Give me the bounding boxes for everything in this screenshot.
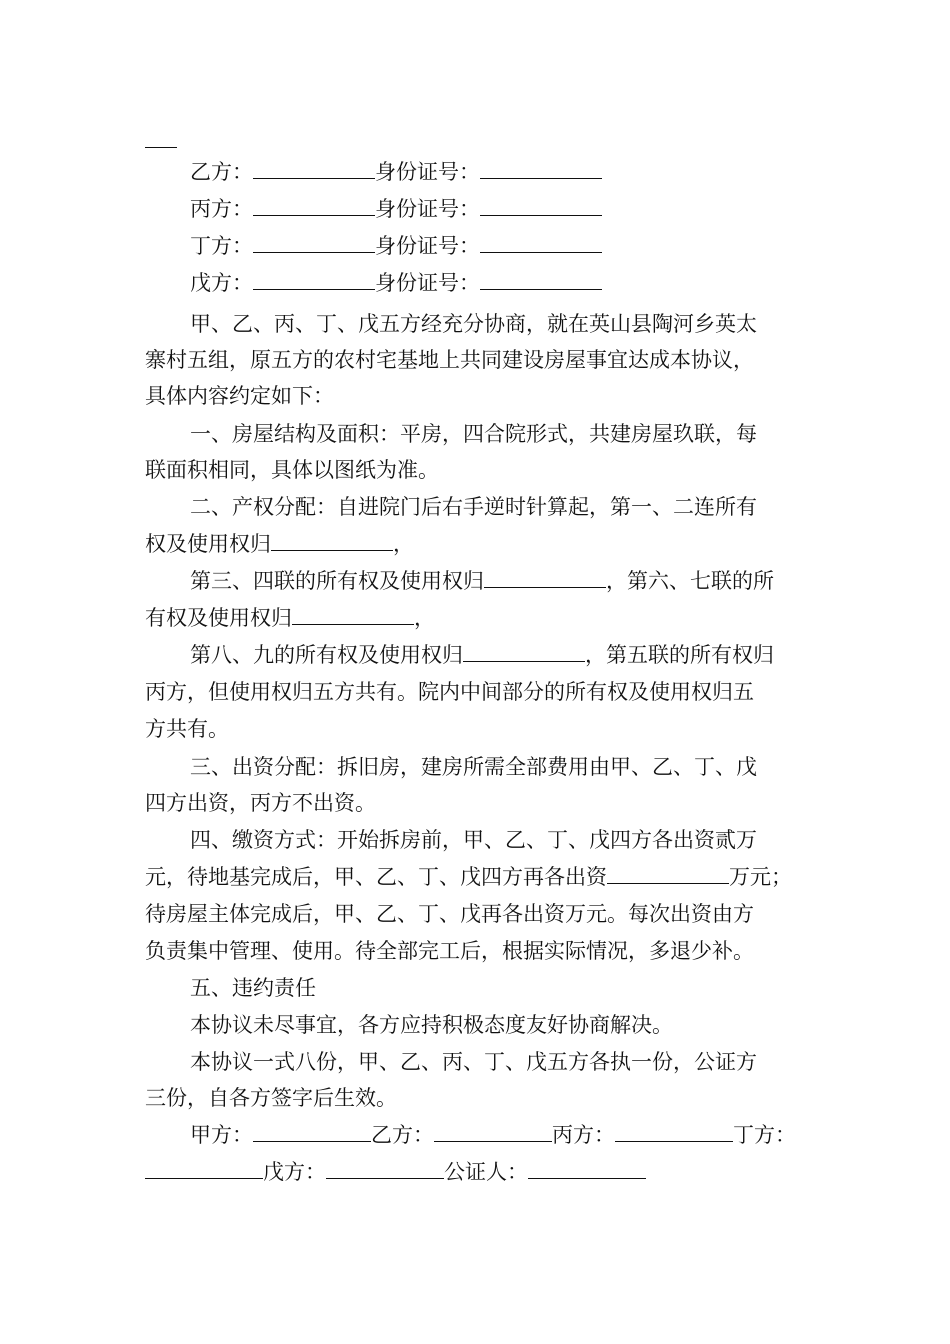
signature-blank xyxy=(145,1158,263,1179)
section2b-line-2: 有权及使用权归 ， xyxy=(145,606,435,630)
signature-blank xyxy=(434,1121,552,1142)
owner-blank xyxy=(292,604,414,625)
section4-line-1: 四、缴资方式：开始拆房前，甲、乙、丁、戊四方各出资贰万 xyxy=(190,828,757,852)
intro-line-1: 甲、乙、丙、丁、戊五方经充分协商，就在英山县陶河乡英太 xyxy=(190,312,757,336)
intro-line-2: 寨村五组，原五方的农村宅基地上共同建设房屋事宜达成本协议， xyxy=(145,348,754,372)
section4-line-3: 待房屋主体完成后，甲、乙、丁、戊再各出资万元。每次出资由方 xyxy=(145,902,754,926)
id-blank xyxy=(480,232,602,253)
owner-blank xyxy=(484,567,606,588)
section5-heading: 五、违约责任 xyxy=(190,976,316,1000)
id-blank xyxy=(480,269,602,290)
signature-blank xyxy=(253,1121,371,1142)
clause-copies-line-1: 本协议一式八份，甲、乙、丙、丁、戊五方各执一份，公证方 xyxy=(190,1050,757,1074)
owner-blank xyxy=(463,641,585,662)
name-blank xyxy=(253,158,375,179)
signature-blank xyxy=(528,1158,646,1179)
section2-line-1: 二、产权分配：自进院门后右手逆时针算起，第一、二连所有 xyxy=(190,495,757,519)
section1-line-1: 一、房屋结构及面积：平房，四合院形式，共建房屋玖联，每 xyxy=(190,422,757,446)
signature-blank xyxy=(615,1121,733,1142)
signature-line-2: 戊方： 公证人： xyxy=(145,1158,646,1186)
signature-blank xyxy=(326,1158,444,1179)
party-yi-line: 乙方： 身份证号： xyxy=(190,158,602,186)
section4-line-4: 负责集中管理、使用。待全部完工后，根据实际情况，多退少补。 xyxy=(145,939,754,963)
name-blank xyxy=(253,195,375,216)
party-bing-line: 丙方： 身份证号： xyxy=(190,195,602,223)
id-blank xyxy=(480,195,602,216)
signature-line-1: 甲方： 乙方： 丙方： 丁方： xyxy=(190,1123,796,1147)
section4-line-2: 元，待地基完成后，甲、乙、丁、戊四方再各出资 万元； xyxy=(145,865,792,889)
owner-blank xyxy=(271,530,393,551)
section2c-line-2: 丙方，但使用权归五方共有。院内中间部分的所有权及使用权归五 xyxy=(145,680,754,704)
section2b-line-1: 第三、四联的所有权及使用权归 ，第六、七联的所 xyxy=(190,569,774,593)
name-blank xyxy=(253,269,375,290)
clause-copies-line-2: 三份，自各方签字后生效。 xyxy=(145,1086,397,1110)
section2c-line-3: 方共有。 xyxy=(145,717,229,741)
top-rule xyxy=(145,147,177,148)
party-ding-line: 丁方： 身份证号： xyxy=(190,232,602,260)
intro-line-3: 具体内容约定如下： xyxy=(145,384,334,408)
section1-line-2: 联面积相同，具体以图纸为准。 xyxy=(145,458,439,482)
amount-blank xyxy=(607,863,729,884)
section2c-line-1: 第八、九的所有权及使用权归 ，第五联的所有权归 xyxy=(190,643,774,667)
section3-line-2: 四方出资，丙方不出资。 xyxy=(145,791,376,815)
id-blank xyxy=(480,158,602,179)
clause-unresolved: 本协议未尽事宜，各方应持积极态度友好协商解决。 xyxy=(190,1013,673,1037)
party-wu-line: 戊方： 身份证号： xyxy=(190,269,602,297)
section3-line-1: 三、出资分配：拆旧房，建房所需全部费用由甲、乙、丁、戊 xyxy=(190,755,757,779)
section2-line-2: 权及使用权归 ， xyxy=(145,532,414,556)
name-blank xyxy=(253,232,375,253)
